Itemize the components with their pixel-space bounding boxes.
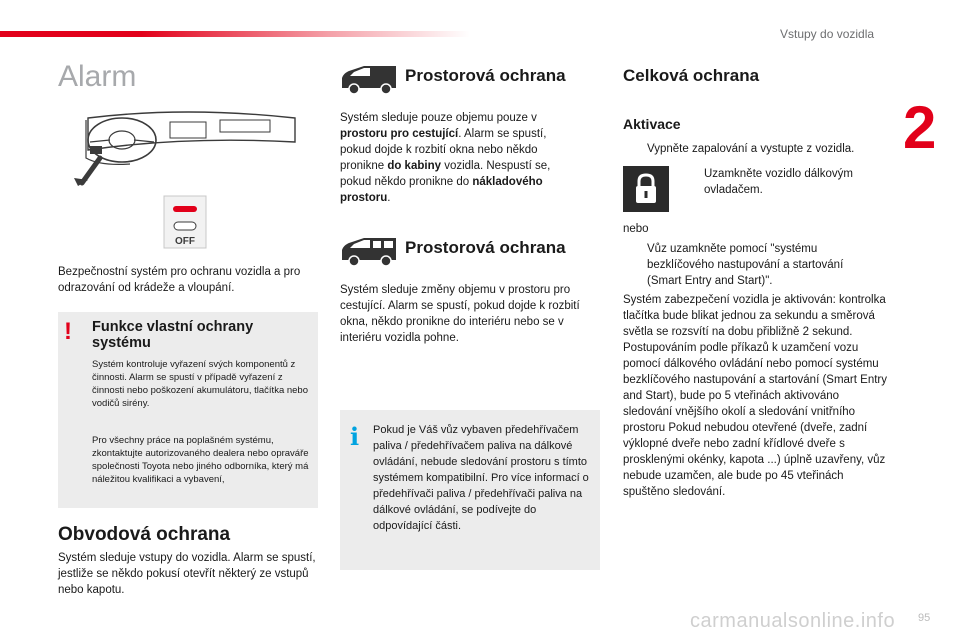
van-cabin-icon (340, 62, 398, 96)
info-box (340, 410, 600, 570)
global-heading: Celková ochrana (623, 66, 760, 85)
warning-box (58, 312, 318, 508)
global-body-text: Systém zabezpečení vozidla je aktivován: kontrolka tlačítka bude blikat jednou za sekundu a směrová světla se rozsvítí na dobu přibližně 2 sekund. Postupováním podle příkazů k uzamčení vozu pomocí dálkového ovládání nebo pomocí systému bezklíčového nastupování a startování (Smart Entry and Start), bude po 5 vteřinách aktivováno sledování vnějšího okolí a sledování vnitřního prostoru Pokud nebudou otevřené (dveře, zadní výklopné dveře nebo zadní křídlové dveře s prosklenými okénky, kapota ...) úplně uzavřeny, vůz nebude uzamčen, ale bude po 45 vteřinách spuštěno sledování. (623, 294, 887, 498)
perimeter-text: Systém sleduje vstupy do vozidla. Alarm se spustí, jestliže se někdo pokusí otevřít některý ze vstupů nebo kapotu. (58, 552, 316, 596)
dashboard-illustration (70, 108, 300, 258)
warning-paragraph-1: Systém kontroluje vyřazení svých komponentů z činnosti. Alarm se spustí v případě vyřazení z činnosti nebo poškození akumulátoru, tlačítka nebo vodičů sirény. (92, 359, 308, 409)
or-label: nebo (623, 223, 649, 235)
volumetric-heading-1: Prostorová ochrana (405, 66, 566, 85)
volumetric-text-1: Systém sleduje pouze objemu pouze v prostoru pro cestující. Alarm se spustí, pokud dojde k rozbití okna nebo někdo pronikne do kabiny vozidla. Nespustí se, pokud někdo pronikne do nákladového prostoru. (340, 112, 551, 204)
page-title: Alarm (58, 60, 137, 93)
page-number: 95 (918, 612, 931, 624)
header-accent-bar (0, 31, 470, 37)
van-windows-icon (340, 234, 398, 268)
chapter-number: 2 (903, 94, 937, 161)
alarm-off-button-label: OFF (175, 236, 195, 247)
lock-icon (623, 166, 669, 212)
warning-title: Funkce vlastní ochrany systému (92, 319, 254, 351)
warning-paragraph-2: Pro všechny práce na poplašném systému, zkontaktujte autorizovaného dealera nebo opraváře společnosti Toyota nebo jiného odborníka, který má náležitou kvalifikaci a vybavení, (92, 435, 309, 485)
warning-icon: ! (64, 318, 72, 345)
section-title: Vstupy do vozidla (780, 27, 875, 41)
perimeter-heading: Obvodová ochrana (58, 524, 231, 545)
volumetric-heading-2: Prostorová ochrana (405, 238, 566, 257)
activation-heading: Aktivace (623, 116, 681, 132)
alarm-intro-text: Bezpečnostní systém pro ochranu vozidla a pro odrazování od krádeže a vloupání. (58, 266, 301, 294)
info-icon: i (350, 422, 360, 451)
watermark: carmanualsonline.info (690, 610, 896, 632)
info-text: Pokud je Váš vůz vybaven předehřívačem paliva / předehřívačem paliva na dálkové ovládání, nebude sledování prostoru s tímto systémem kompatibilní. Pro více informací o předehřívači paliva / předehřívači paliva na dálkové ovládání, se podívejte do odpovídající části. (373, 424, 589, 532)
volumetric-text-2: Systém sleduje změny objemu v prostoru pro cestující. Alarm se spustí, pokud dojde k rozbití okna, někdo pronikne do interiéru nebo se v interiéru vozidla pohne. (340, 284, 580, 344)
